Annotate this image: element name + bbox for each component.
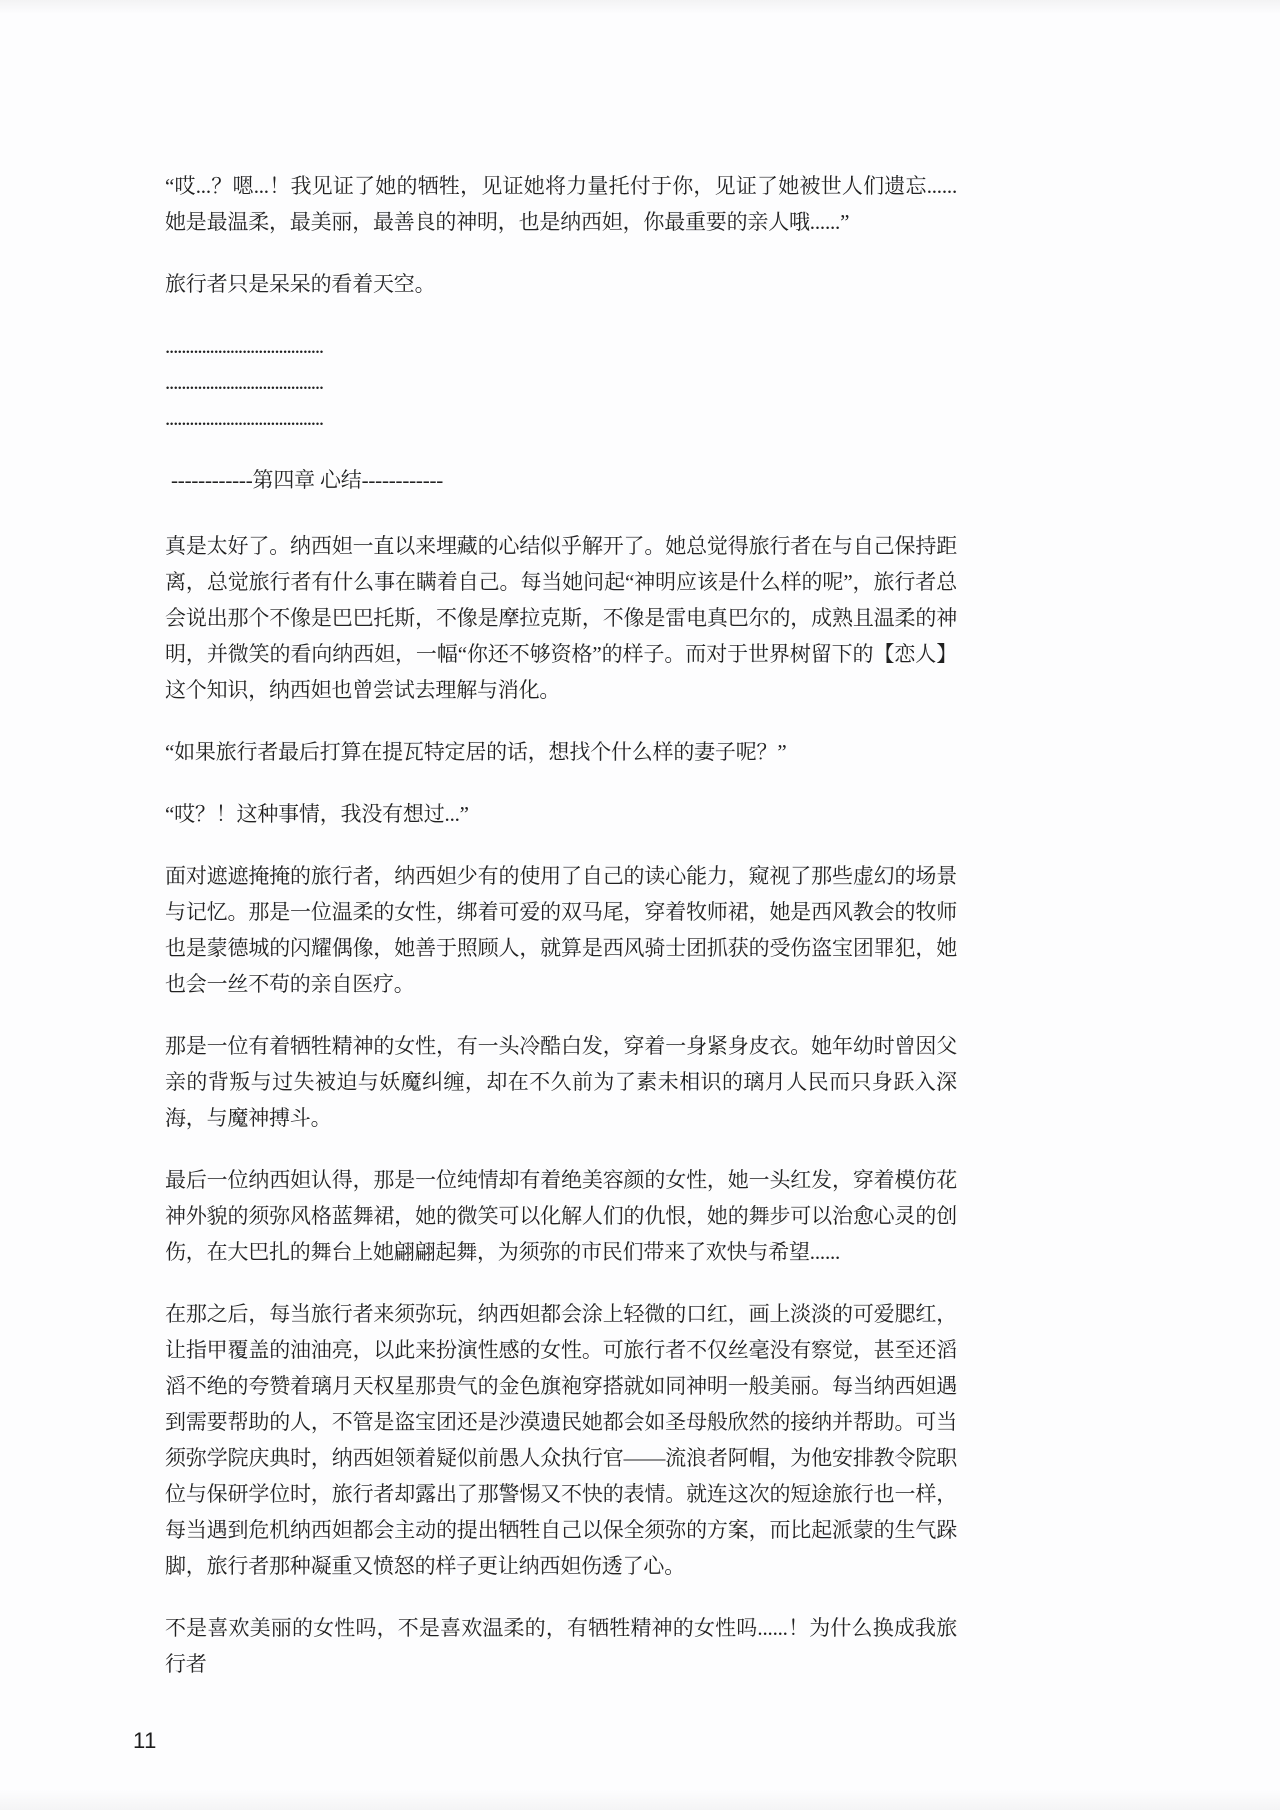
ellipsis-line: ....................................... bbox=[165, 334, 323, 358]
chapter-heading: ------------第四章 心结------------ bbox=[171, 468, 444, 492]
paragraph-mind-reading: 面对遮遮掩掩的旅行者，纳西妲少有的使用了自己的读心能力，窥视了那些虚幻的场景与记忆。那是一位温柔的女性，绑着可爱的双马尾，穿着牧师裙，她是西风教会的牧师也是蒙德城的闪耀偶像，她善于照顾人，就算是西风骑士团抓获的受伤盗宝团罪犯，她也会一丝不苟的亲自医疗。 bbox=[165, 864, 957, 996]
paragraph-white-hair-woman: 那是一位有着牺牲精神的女性，有一头冷酷白发，穿着一身紧身皮衣。她年幼时曾因父亲的背叛与过失被迫与妖魔纠缠，却在不久前为了素未相识的璃月人民而只身跃入深海，与魔神搏斗。 bbox=[165, 1034, 957, 1130]
paragraph-dialogue-witness: “哎...？嗯...！我见证了她的牺牲，见证她将力量托付于你，见证了她被世人们遗忘......她是最温柔，最美丽，最善良的神明，也是纳西妲，你最重要的亲人哦......” bbox=[165, 174, 957, 234]
paragraph-traveler-sky: 旅行者只是呆呆的看着天空。 bbox=[165, 272, 436, 296]
paragraph-red-hair-dancer: 最后一位纳西妲认得，那是一位纯情却有着绝美容颜的女性，她一头红发，穿着模仿花神外貌的须弥风格蓝舞裙，她的微笑可以化解人们的仇恨，她的舞步可以治愈心灵的创伤，在大巴扎的舞台上她翩翩起舞，为须弥的市民们带来了欢快与希望...... bbox=[165, 1168, 957, 1264]
ellipsis-line: ....................................... bbox=[165, 370, 323, 394]
paragraph-dialogue-wife: “如果旅行者最后打算在提瓦特定居的话，想找个什么样的妻子呢？” bbox=[165, 740, 787, 764]
paragraph-dialogue-reply: “哎？！这种事情，我没有想过...” bbox=[165, 802, 469, 826]
paragraph-afterwards: 在那之后，每当旅行者来须弥玩，纳西妲都会涂上轻微的口红，画上淡淡的可爱腮红，让指甲覆盖的油油亮，以此来扮演性感的女性。可旅行者不仅丝毫没有察觉，甚至还滔滔不绝的夸赞着璃月天权星那贵气的金色旗袍穿搭就如同神明一般美丽。每当纳西妲遇到需要帮助的人，不管是盗宝团还是沙漠遗民她都会如圣母般欣然的接纳并帮助。可当须弥学院庆典时，纳西妲领着疑似前愚人众执行官——流浪者阿帽，为他安排教令院职位与保研学位时，旅行者却露出了那警惕又不快的表情。就连这次的短途旅行也一样，每当遇到危机纳西妲都会主动的提出牺牲自己以保全须弥的方案，而比起派蒙的生气跺脚，旅行者那种凝重又愤怒的样子更让纳西妲伤透了心。 bbox=[165, 1302, 957, 1578]
ellipsis-line: ....................................... bbox=[165, 406, 323, 430]
paragraph-final-question: 不是喜欢美丽的女性吗，不是喜欢温柔的，有牺牲精神的女性吗......！为什么换成我旅行者 bbox=[165, 1616, 957, 1676]
text-body bbox=[165, 168, 957, 1708]
paragraph-knot-resolved: 真是太好了。纳西妲一直以来埋藏的心结似乎解开了。她总觉得旅行者在与自己保持距离，总觉旅行者有什么事在瞒着自己。每当她问起“神明应该是什么样的呢”，旅行者总会说出那个不像是巴巴托斯，不像是摩拉克斯，不像是雷电真巴尔的，成熟且温柔的神明，并微笑的看向纳西妲，一幅“你还不够资格”的样子。而对于世界树留下的【恋人】这个知识，纳西妲也曾尝试去理解与消化。 bbox=[165, 534, 957, 702]
page-number: 11 bbox=[133, 1728, 157, 1753]
